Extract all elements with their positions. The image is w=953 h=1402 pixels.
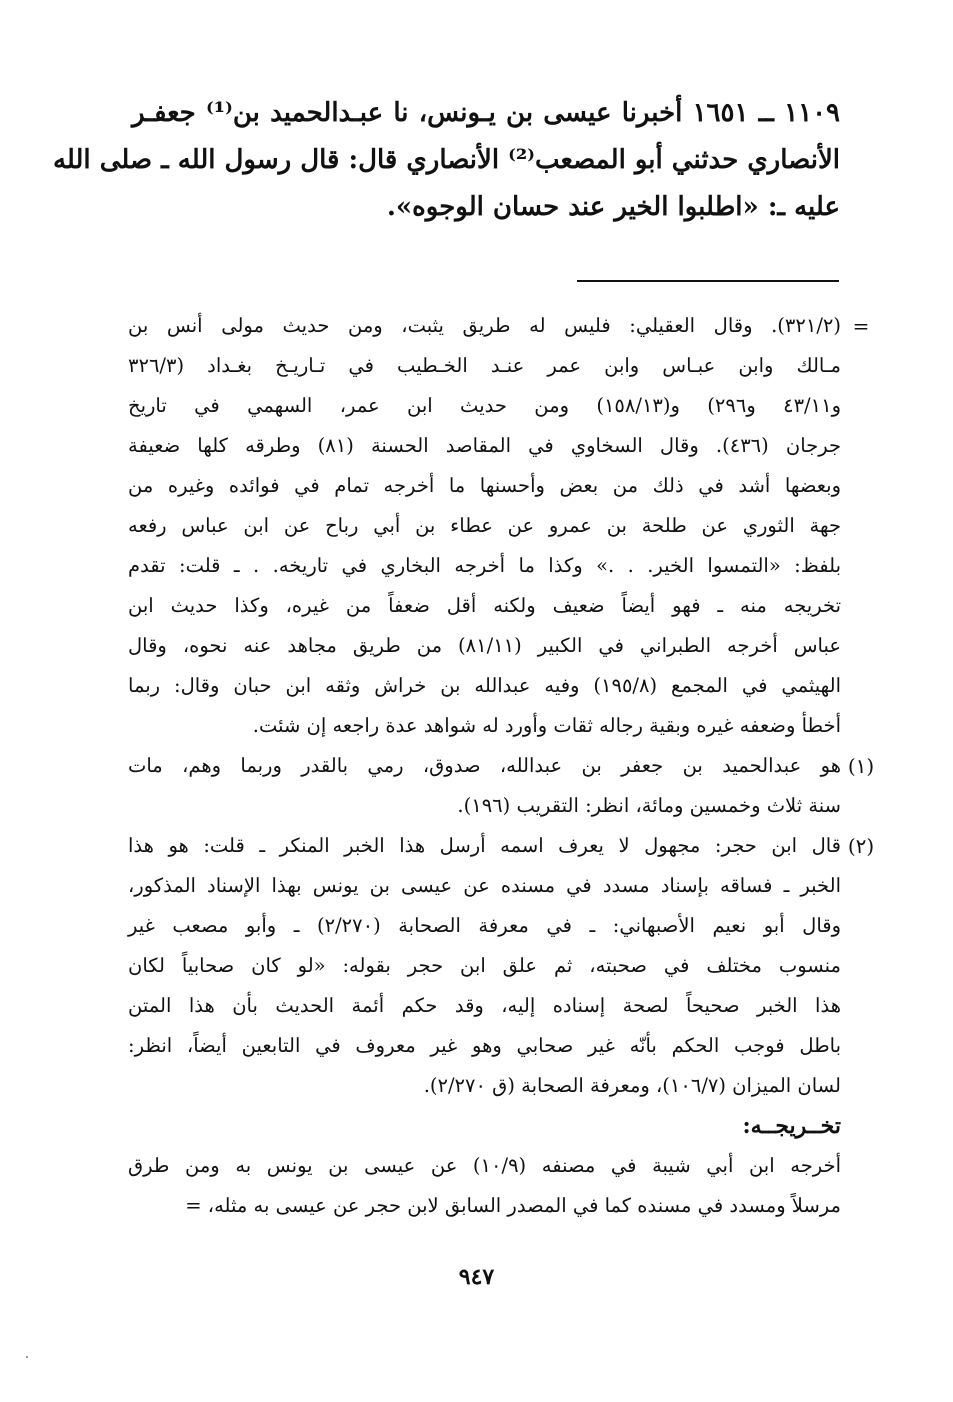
footnote-line: عباس أخرجه الطبراني في الكبير (٨١/١١) من طريق مجاهد عنه نحوه، وقال <box>128 634 841 657</box>
footnote-line: تخريجه منه ـ فهو أيضاً ضعيف ولكنه أقل ضعفاً من غيره، وكذا حديث ابن <box>128 594 841 617</box>
scan-speck <box>26 1356 28 1358</box>
hadith-entry <box>52 90 840 231</box>
footnote-line: أخطأ وضعفه غيره وبقية رجاله ثقات وأورد له شواهد عدة راجعه إن شئت. <box>252 714 841 737</box>
footnote-line: (٣٢١/٢). وقال العقيلي: فليس له طريق يثبت، ومن حديث مولى أنس بن <box>128 314 841 337</box>
takhrij-section <box>128 1106 841 1226</box>
footnote-line: جرجان (٤٣٦). وقال السخاوي في المقاصد الحسنة (٨١) وطرقه كلها ضعيفة <box>128 434 842 457</box>
footnote-line: وقال أبو نعيم الأصبهاني: ـ في معرفة الصحابة (٢/٢٧٠) ـ وأبو مصعب غير <box>128 914 841 937</box>
takhrij-line: أخرجه ابن أبي شيبة في مصنفه (١٠/٩) عن عيسى بن يونس به ومن طرق <box>128 1154 841 1177</box>
hadith-line: ١١٠٩ ــ ١٦٥١ أخبرنا عيسى بن يـونس، نا عبـدالحميد بن⁽¹⁾ جعفـر <box>132 98 840 128</box>
footnote-1 <box>128 746 875 826</box>
footnote-number: (٢) <box>847 834 875 858</box>
footnote-line: و٤٣/١١ و٢٩٦) و(١٥٨/١٣) ومن حديث ابن عمر، السهمي في تاريخ <box>128 394 841 417</box>
footnote-line: قال ابن حجر: مجهول لا يعرف اسمه أرسل هذا الخبر المنكر ـ قلت: هو هذا <box>128 834 841 857</box>
footnotes-section <box>128 306 875 1226</box>
footnote-line: وبعضها أشد في ذلك من بعض وأحسنها ما أخرجه تمام في فوائده وغيره من <box>128 474 841 497</box>
continuation-marker: = <box>852 314 870 338</box>
hadith-line: عليه ـ: «اطلبوا الخير عند حسان الوجوه». <box>386 192 840 222</box>
footnote-line: هذا الخبر صحيحاً لصحة إسناده إليه، وقد حكم أئمة الحديث بأن هذا المتن <box>128 994 841 1017</box>
footnote-line: الهيثمي في المجمع (١٩٥/٨) وفيه عبدالله بن خراش وثقه ابن حبان وقال: ربما <box>128 674 841 697</box>
footnote-2 <box>128 826 875 1106</box>
footnote-divider <box>577 280 839 282</box>
footnote-line: لسان الميزان (١٠٦/٧)، ومعرفة الصحابة (ق ٢/٢٧٠). <box>423 1074 841 1097</box>
footnote-line: الخبر ـ فساقه بإسناد مسدد في مسنده عن عيسى بن يونس بهذا الإسناد المذكور، <box>128 874 841 897</box>
footnote-line: مـالك وابن عبـاس وابن عمر عنـد الخـطيب في تـاريـخ بغـداد (٣٢٦/٣ <box>128 354 841 377</box>
hadith-line: الأنصاري حدثني أبو المصعب⁽²⁾ الأنصاري قال: قال رسول الله ـ صلى الله <box>52 145 840 175</box>
footnote-line: منسوب مختلف في صحبته، ثم علق ابن حجر بقوله: «لو كان صحابياً لكان <box>128 954 841 977</box>
page-number: ٩٤٧ <box>458 1264 495 1290</box>
footnote-line: بلفظ: «التمسوا الخير. . .» وكذا ما أخرجه البخاري في تاريخه. . ـ قلت: تقدم <box>128 554 841 577</box>
takhrij-heading: تخــريجــه: <box>742 1113 841 1139</box>
footnote-line: هو عبدالحميد بن جعفر بن عبدالله، صدوق، رمي بالقدر وربما وهم، مات <box>128 754 841 777</box>
footnote-line: جهة الثوري عن طلحة بن عمرو عن عطاء بن أبي رباح عن ابن عباس رفعه <box>128 514 841 537</box>
footnote-line: باطل فوجب الحكم بأنّه غير صحابي وهو غير معروف في التابعين أيضاً، انظر: <box>128 1034 841 1057</box>
footnote-line: سنة ثلاث وخمسين ومائة، انظر: التقريب (١٩٦). <box>457 794 841 817</box>
continued-footnote <box>128 306 870 746</box>
takhrij-line: مرسلاً ومسدد في مسنده كما في المصدر السابق لابن حجر عن عيسى به مثله، = <box>185 1194 841 1217</box>
footnote-number: (١) <box>847 754 875 778</box>
